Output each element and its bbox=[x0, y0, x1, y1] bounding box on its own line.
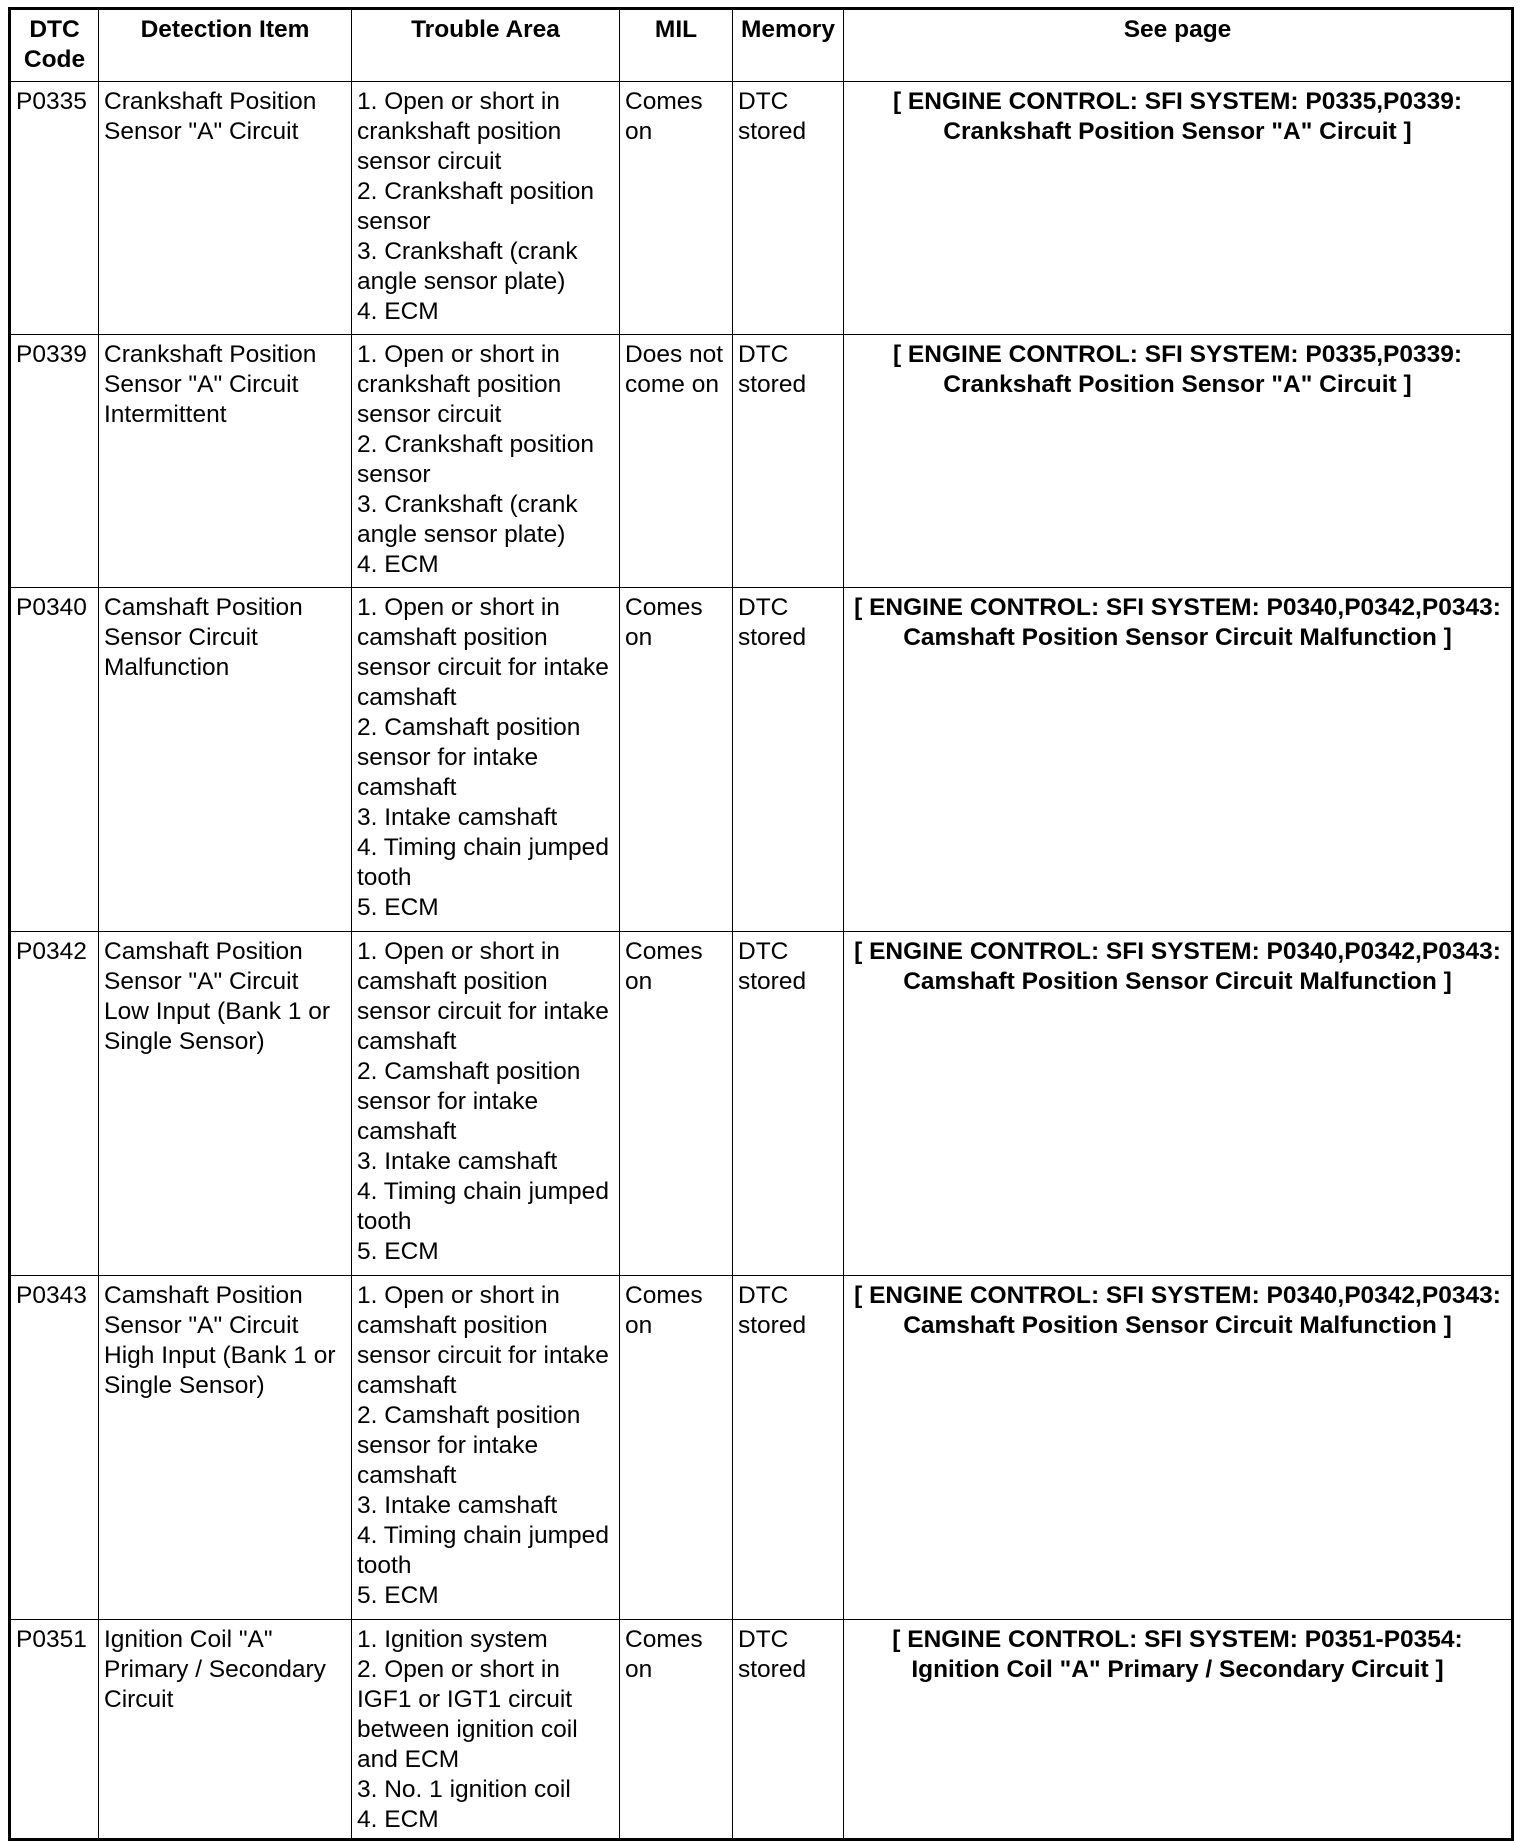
mil-cell: Does not come on bbox=[620, 335, 733, 588]
trouble-area-item: 4. ECM bbox=[357, 1806, 439, 1833]
trouble-area-item: 5. ECM bbox=[357, 894, 439, 921]
header-mil: MIL bbox=[620, 9, 733, 82]
table-row bbox=[10, 1620, 1513, 1840]
header-trouble-area: Trouble Area bbox=[352, 9, 620, 82]
trouble-area-cell bbox=[352, 335, 620, 588]
memory-cell: DTC stored bbox=[733, 1276, 844, 1620]
trouble-area-item: 1. Open or short in crankshaft position sensor circuit bbox=[357, 341, 562, 428]
trouble-area-cell bbox=[352, 588, 620, 932]
trouble-area-item: 1. Open or short in camshaft position sensor circuit for intake camshaft bbox=[357, 938, 609, 1055]
trouble-area-item: 2. Crankshaft position sensor bbox=[357, 178, 594, 235]
see-page-link[interactable]: [ ENGINE CONTROL: SFI SYSTEM: P0351-P0354: Ignition Coil "A" Primary / Secondary Circuit ] bbox=[844, 1620, 1513, 1840]
detection-item-cell: Ignition Coil "A" Primary / Secondary Circuit bbox=[99, 1620, 352, 1840]
detection-item-cell: Camshaft Position Sensor "A" Circuit High Input (Bank 1 or Single Sensor) bbox=[99, 1276, 352, 1620]
trouble-area-item: 2. Camshaft position sensor for intake camshaft bbox=[357, 714, 581, 801]
dtc-code-cell: P0343 bbox=[10, 1276, 99, 1620]
memory-cell: DTC stored bbox=[733, 588, 844, 932]
mil-cell: Comes on bbox=[620, 1276, 733, 1620]
header-row bbox=[10, 9, 1513, 82]
trouble-area-item: 1. Open or short in crankshaft position sensor circuit bbox=[357, 88, 562, 175]
trouble-area-item: 2. Camshaft position sensor for intake camshaft bbox=[357, 1058, 581, 1145]
trouble-area-item: 1. Open or short in camshaft position sensor circuit for intake camshaft bbox=[357, 594, 609, 711]
trouble-area-item: 3. No. 1 ignition coil bbox=[357, 1776, 571, 1803]
detection-item-cell: Camshaft Position Sensor "A" Circuit Low Input (Bank 1 or Single Sensor) bbox=[99, 932, 352, 1276]
trouble-area-item: 2. Camshaft position sensor for intake camshaft bbox=[357, 1402, 581, 1489]
trouble-area-item: 3. Intake camshaft bbox=[357, 1492, 558, 1519]
detection-item-cell: Camshaft Position Sensor Circuit Malfunction bbox=[99, 588, 352, 932]
memory-cell: DTC stored bbox=[733, 335, 844, 588]
header-memory: Memory bbox=[733, 9, 844, 82]
mil-cell: Comes on bbox=[620, 82, 733, 335]
see-page-link[interactable]: [ ENGINE CONTROL: SFI SYSTEM: P0340,P0342,P0343: Camshaft Position Sensor Circuit Malfunction ] bbox=[844, 588, 1513, 932]
detection-item-cell: Crankshaft Position Sensor "A" Circuit bbox=[99, 82, 352, 335]
memory-cell: DTC stored bbox=[733, 82, 844, 335]
see-page-link[interactable]: [ ENGINE CONTROL: SFI SYSTEM: P0335,P0339: Crankshaft Position Sensor "A" Circuit ] bbox=[844, 82, 1513, 335]
trouble-area-cell bbox=[352, 1620, 620, 1840]
dtc-code-cell: P0342 bbox=[10, 932, 99, 1276]
mil-cell: Comes on bbox=[620, 1620, 733, 1840]
dtc-code-cell: P0339 bbox=[10, 335, 99, 588]
memory-cell: DTC stored bbox=[733, 932, 844, 1276]
trouble-area-cell bbox=[352, 932, 620, 1276]
trouble-area-item: 2. Crankshaft position sensor bbox=[357, 431, 594, 488]
dtc-code-cell: P0335 bbox=[10, 82, 99, 335]
table-row bbox=[10, 82, 1513, 335]
trouble-area-item: 2. Open or short in IGF1 or IGT1 circuit between ignition coil and ECM bbox=[357, 1656, 578, 1773]
trouble-area-item: 4. Timing chain jumped tooth bbox=[357, 1522, 609, 1579]
table-row bbox=[10, 932, 1513, 1276]
trouble-area-item: 3. Intake camshaft bbox=[357, 804, 558, 831]
trouble-area-item: 5. ECM bbox=[357, 1582, 439, 1609]
trouble-area-item: 4. ECM bbox=[357, 298, 439, 325]
see-page-link[interactable]: [ ENGINE CONTROL: SFI SYSTEM: P0340,P0342,P0343: Camshaft Position Sensor Circuit Malfunction ] bbox=[844, 1276, 1513, 1620]
see-page-link[interactable]: [ ENGINE CONTROL: SFI SYSTEM: P0335,P0339: Crankshaft Position Sensor "A" Circuit ] bbox=[844, 335, 1513, 588]
table-row bbox=[10, 1276, 1513, 1620]
table-row bbox=[10, 588, 1513, 932]
trouble-area-item: 4. Timing chain jumped tooth bbox=[357, 834, 609, 891]
see-page-link[interactable]: [ ENGINE CONTROL: SFI SYSTEM: P0340,P0342,P0343: Camshaft Position Sensor Circuit Malfunction ] bbox=[844, 932, 1513, 1276]
table-row bbox=[10, 335, 1513, 588]
header-dtc-code: DTC Code bbox=[10, 9, 99, 82]
trouble-area-item: 1. Open or short in camshaft position sensor circuit for intake camshaft bbox=[357, 1282, 609, 1399]
trouble-area-item: 3. Crankshaft (crank angle sensor plate) bbox=[357, 238, 578, 295]
trouble-area-item: 3. Crankshaft (crank angle sensor plate) bbox=[357, 491, 578, 548]
dtc-code-cell: P0351 bbox=[10, 1620, 99, 1840]
header-detection-item: Detection Item bbox=[99, 9, 352, 82]
dtc-code-cell: P0340 bbox=[10, 588, 99, 932]
detection-item-cell: Crankshaft Position Sensor "A" Circuit Intermittent bbox=[99, 335, 352, 588]
trouble-area-cell bbox=[352, 1276, 620, 1620]
mil-cell: Comes on bbox=[620, 588, 733, 932]
trouble-area-item: 4. ECM bbox=[357, 551, 439, 578]
dtc-table bbox=[8, 7, 1514, 1841]
trouble-area-item: 4. Timing chain jumped tooth bbox=[357, 1178, 609, 1235]
mil-cell: Comes on bbox=[620, 932, 733, 1276]
trouble-area-item: 1. Ignition system bbox=[357, 1626, 548, 1653]
memory-cell: DTC stored bbox=[733, 1620, 844, 1840]
header-see-page: See page bbox=[844, 9, 1513, 82]
trouble-area-item: 5. ECM bbox=[357, 1238, 439, 1265]
trouble-area-item: 3. Intake camshaft bbox=[357, 1148, 558, 1175]
trouble-area-cell bbox=[352, 82, 620, 335]
